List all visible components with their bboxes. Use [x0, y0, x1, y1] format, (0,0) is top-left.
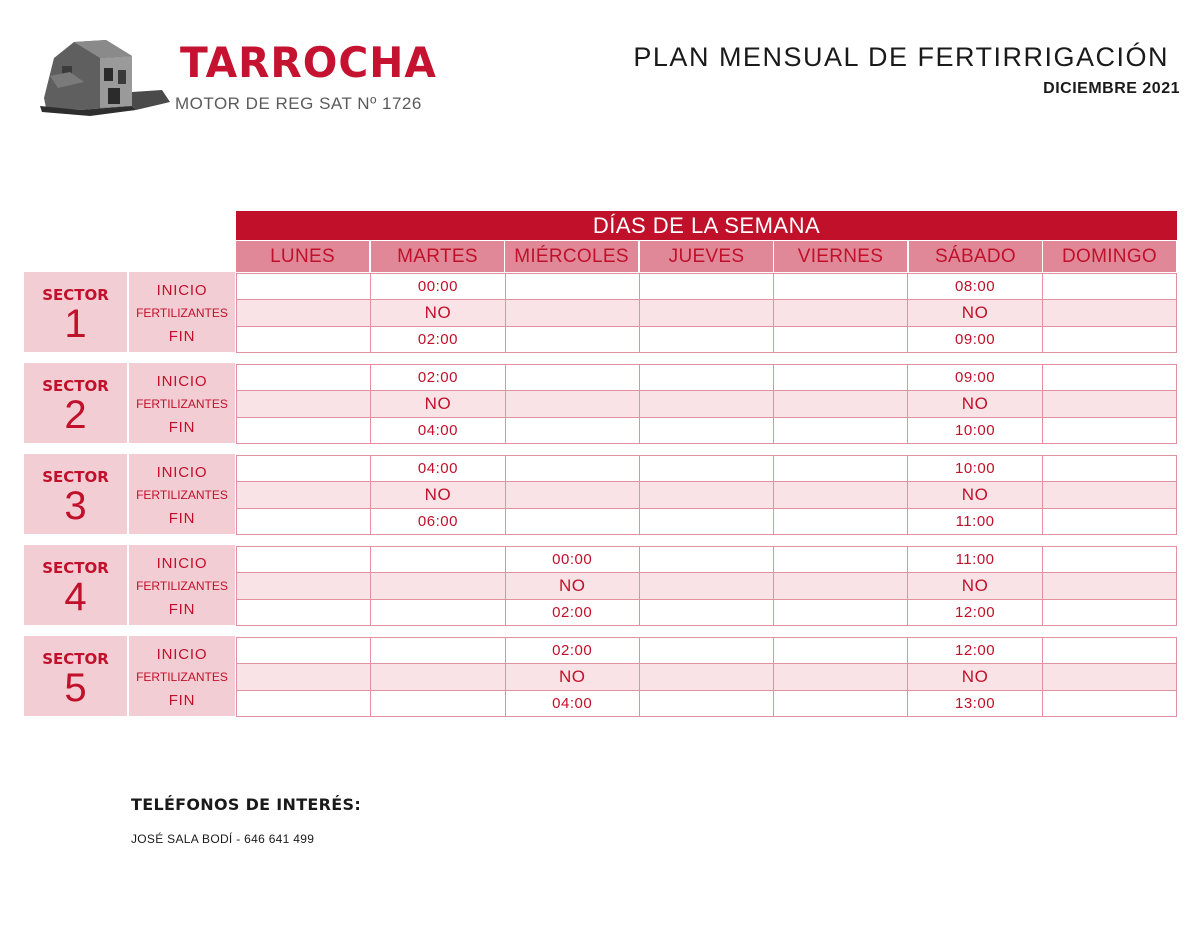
schedule-cell [774, 690, 908, 716]
schedule-cell [639, 547, 773, 573]
schedule-cell [774, 456, 908, 482]
schedule-cell [639, 391, 773, 417]
schedule-cell: 10:00 [908, 456, 1042, 482]
day-header-thursday: JUEVES [640, 241, 773, 272]
schedule-cell: 00:00 [371, 274, 505, 300]
schedule-cell [237, 573, 371, 599]
schedule-cell: NO [908, 300, 1042, 326]
schedule-cell [1042, 638, 1176, 664]
schedule-cell [774, 482, 908, 508]
schedule-cell [371, 599, 505, 625]
schedule-cell: NO [371, 391, 505, 417]
row-label-start: INICIO [156, 464, 208, 481]
schedule-cell [774, 547, 908, 573]
schedule-cell: 00:00 [505, 547, 639, 573]
schedule-cell [639, 482, 773, 508]
logo-wordmark: TARROCHA [180, 38, 437, 87]
schedule-cell [505, 417, 639, 443]
row-label-start: INICIO [156, 555, 208, 572]
schedule-cell [774, 417, 908, 443]
schedule-cell [237, 365, 371, 391]
schedule-cell [774, 508, 908, 534]
schedule-cell [639, 690, 773, 716]
start-time-row [237, 638, 1177, 664]
schedule-cell [1042, 573, 1176, 599]
schedule-cell: 08:00 [908, 274, 1042, 300]
start-time-row [237, 547, 1177, 573]
schedule-cell: NO [505, 664, 639, 690]
sector-number: 4 [64, 575, 87, 619]
schedule-cell: 02:00 [505, 599, 639, 625]
schedule-cell: 13:00 [908, 690, 1042, 716]
schedule-cell [1042, 599, 1176, 625]
schedule-cell [774, 664, 908, 690]
sector-grid [236, 364, 1177, 444]
schedule-cell: 12:00 [908, 638, 1042, 664]
row-label-end: FIN [168, 510, 196, 527]
schedule-cell [639, 300, 773, 326]
schedule-cell [639, 599, 773, 625]
schedule-cell: 11:00 [908, 547, 1042, 573]
schedule-cell [505, 365, 639, 391]
schedule-cell [1042, 547, 1176, 573]
schedule-cell [1042, 508, 1176, 534]
schedule-cell [774, 326, 908, 352]
schedule-cell: 09:00 [908, 326, 1042, 352]
row-label-start: INICIO [156, 282, 208, 299]
sector-row-labels [129, 363, 235, 443]
start-time-row [237, 456, 1177, 482]
sector-word: SECTOR [42, 468, 109, 486]
schedule-cell [505, 508, 639, 534]
schedule-cell: 02:00 [505, 638, 639, 664]
schedule-cell [237, 326, 371, 352]
schedule-cell [237, 456, 371, 482]
schedule-cell: 10:00 [908, 417, 1042, 443]
stone-building-logo-image [40, 36, 172, 120]
row-label-fertilizer: FERTILIZANTES [136, 670, 228, 684]
sector-word: SECTOR [42, 559, 109, 577]
sector-row-labels [129, 545, 235, 625]
schedule-cell [237, 638, 371, 664]
schedule-cell [371, 690, 505, 716]
schedule-cell: NO [908, 664, 1042, 690]
row-label-end: FIN [168, 692, 196, 709]
schedule-cell [639, 664, 773, 690]
schedule-cell: 09:00 [908, 365, 1042, 391]
schedule-cell [1042, 274, 1176, 300]
sector-grid [236, 637, 1177, 717]
schedule-cell [639, 274, 773, 300]
day-header-wednesday: MIÉRCOLES [505, 241, 638, 272]
schedule-cell [237, 508, 371, 534]
row-label-fertilizer: FERTILIZANTES [136, 397, 228, 411]
row-label-end: FIN [168, 419, 196, 436]
logo-subtitle: MOTOR DE REG SAT Nº 1726 [175, 94, 422, 113]
sector-number: 1 [64, 302, 87, 346]
row-label-end: FIN [168, 601, 196, 618]
schedule-cell [237, 599, 371, 625]
sector-number: 3 [64, 484, 87, 528]
day-header-tuesday: MARTES [371, 241, 504, 272]
schedule-cell [505, 482, 639, 508]
schedule-cell [1042, 417, 1176, 443]
day-header-sunday: DOMINGO [1043, 241, 1176, 272]
schedule-cell [774, 274, 908, 300]
day-header-saturday: SÁBADO [909, 241, 1042, 272]
schedule-cell [371, 664, 505, 690]
schedule-cell [505, 300, 639, 326]
schedule-cell [237, 690, 371, 716]
fertilizer-row [237, 664, 1177, 690]
day-header-monday: LUNES [236, 241, 369, 272]
row-label-start: INICIO [156, 373, 208, 390]
sector-word: SECTOR [42, 377, 109, 395]
end-time-row [237, 326, 1177, 352]
schedule-cell [237, 391, 371, 417]
fertilizer-row [237, 482, 1177, 508]
schedule-cell [505, 456, 639, 482]
schedule-cell [639, 573, 773, 599]
start-time-row [237, 274, 1177, 300]
document-month: DICIEMBRE 2021 [1043, 80, 1180, 97]
schedule-cell [237, 547, 371, 573]
schedule-cell [505, 274, 639, 300]
schedule-cell: NO [371, 482, 505, 508]
end-time-row [237, 599, 1177, 625]
schedule-cell [774, 638, 908, 664]
schedule-cell: 02:00 [371, 365, 505, 391]
schedule-cell [639, 638, 773, 664]
sector-number: 5 [64, 666, 87, 710]
schedule-cell [1042, 326, 1176, 352]
sector-label [24, 272, 127, 352]
schedule-cell [237, 274, 371, 300]
sector-word: SECTOR [42, 286, 109, 304]
schedule-cell: 12:00 [908, 599, 1042, 625]
contact-entry: JOSÉ SALA BODÍ - 646 641 499 [131, 832, 315, 846]
schedule-cell [639, 326, 773, 352]
schedule-cell [774, 599, 908, 625]
sector-label [24, 363, 127, 443]
schedule-cell [371, 573, 505, 599]
sector-label [24, 545, 127, 625]
document-title: PLAN MENSUAL DE FERTIRRIGACIÓN [633, 42, 1169, 72]
schedule-cell [774, 573, 908, 599]
start-time-row [237, 365, 1177, 391]
week-header: DÍAS DE LA SEMANA [236, 211, 1177, 240]
end-time-row [237, 417, 1177, 443]
schedule-cell [1042, 482, 1176, 508]
schedule-cell: 04:00 [371, 456, 505, 482]
sector-grid [236, 455, 1177, 535]
fertilizer-row [237, 300, 1177, 326]
sector-row-labels [129, 454, 235, 534]
schedule-cell [237, 482, 371, 508]
sector-label [24, 454, 127, 534]
sector-word: SECTOR [42, 650, 109, 668]
day-header-row [236, 241, 1177, 272]
schedule-cell: NO [371, 300, 505, 326]
end-time-row [237, 508, 1177, 534]
schedule-cell [237, 300, 371, 326]
schedule-cell [1042, 664, 1176, 690]
sector-grid [236, 273, 1177, 353]
schedule-cell [639, 508, 773, 534]
fertilizer-row [237, 573, 1177, 599]
schedule-cell: NO [505, 573, 639, 599]
sector-grid [236, 546, 1177, 626]
schedule-cell [237, 417, 371, 443]
end-time-row [237, 690, 1177, 716]
row-label-start: INICIO [156, 646, 208, 663]
schedule-cell [1042, 365, 1176, 391]
row-label-end: FIN [168, 328, 196, 345]
schedule-cell: 04:00 [505, 690, 639, 716]
schedule-cell [774, 391, 908, 417]
schedule-cell [371, 547, 505, 573]
schedule-cell [639, 456, 773, 482]
schedule-cell: 04:00 [371, 417, 505, 443]
row-label-fertilizer: FERTILIZANTES [136, 579, 228, 593]
schedule-cell [505, 326, 639, 352]
schedule-cell [1042, 690, 1176, 716]
schedule-cell: 02:00 [371, 326, 505, 352]
schedule-cell [1042, 300, 1176, 326]
schedule-cell: 11:00 [908, 508, 1042, 534]
sector-row-labels [129, 636, 235, 716]
schedule-cell: NO [908, 573, 1042, 599]
fertilizer-row [237, 391, 1177, 417]
sector-row-labels [129, 272, 235, 352]
schedule-cell: NO [908, 482, 1042, 508]
schedule-cell [237, 664, 371, 690]
schedule-cell [639, 365, 773, 391]
schedule-cell [774, 300, 908, 326]
schedule-cell [1042, 456, 1176, 482]
schedule-cell [371, 638, 505, 664]
schedule-cell [774, 365, 908, 391]
sector-label [24, 636, 127, 716]
schedule-cell [1042, 391, 1176, 417]
schedule-cell [639, 417, 773, 443]
day-header-friday: VIERNES [774, 241, 907, 272]
row-label-fertilizer: FERTILIZANTES [136, 306, 228, 320]
row-label-fertilizer: FERTILIZANTES [136, 488, 228, 502]
schedule-cell: NO [908, 391, 1042, 417]
schedule-cell [505, 391, 639, 417]
company-logo [40, 36, 437, 120]
contacts-title: TELÉFONOS DE INTERÉS: [131, 795, 362, 814]
sector-number: 2 [64, 393, 87, 437]
schedule-cell: 06:00 [371, 508, 505, 534]
